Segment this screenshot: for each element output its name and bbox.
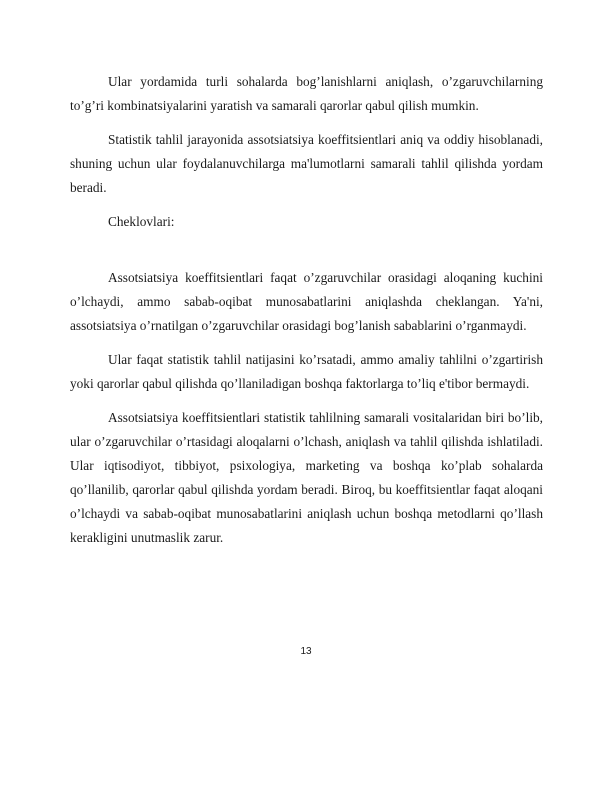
paragraph-intro: Ular yordamida turli sohalarda bog’lanishlarni aniqlash, o’zgaruvchilarning to’g’ri kombinatsiyalarini yaratish va samarali qarorlar qabul qilish mumkin. — [70, 74, 543, 113]
paragraph-limitations-heading: Cheklovlari: — [108, 214, 175, 229]
paragraph-statistical-analysis: Statistik tahlil jarayonida assotsiatsiya koeffitsientlari aniq va oddiy hisoblanadi, shuning uchun ular foydalanuvchilarga ma'lumotlarni samarali tahlil qilishda yordam beradi. — [70, 132, 543, 195]
page-body — [70, 70, 543, 560]
paragraph-conclusion: Assotsiatsiya koeffitsientlari statistik tahlilning samarali vositalaridan biri bo’lib, ular o’zgaruvchilar o’rtasidagi aloqalarni o’lchash, aniqlash va tahlil qilishda ishlatiladi. Ular iqtisodiyot, tibbiyot, psixologiya, marketing va boshqa ko’plab sohalarda qo’llanilib, qarorlar qabul qilishda yordam beradi. Biroq, bu koeffitsientlar faqat aloqani o’lchaydi va sabab-oqibat munosabatlarini aniqlash uchun boshqa metodlarni qo’llash kerakligini unutmaslik zarur. — [70, 410, 543, 545]
paragraph-limitation-factors: Ular faqat statistik tahlil natijasini ko’rsatadi, ammo amaliy tahlilni o’zgartirish yoki qarorlar qabul qilishda qo’llaniladigan boshqa faktorlarga to’liq e'tibor bermaydi. — [70, 352, 543, 391]
paragraph-limitation-causality: Assotsiatsiya koeffitsientlari faqat o’zgaruvchilar orasidagi aloqaning kuchini o’lchaydi, ammo sabab-oqibat munosabatlarini aniqlashda cheklangan. Ya'ni, assotsiatsiya o’rnatilgan o’zgaruvchilar orasidagi bog’lanish sabablarini o’rganmaydi. — [70, 270, 543, 333]
page-number: 13 — [300, 646, 312, 657]
